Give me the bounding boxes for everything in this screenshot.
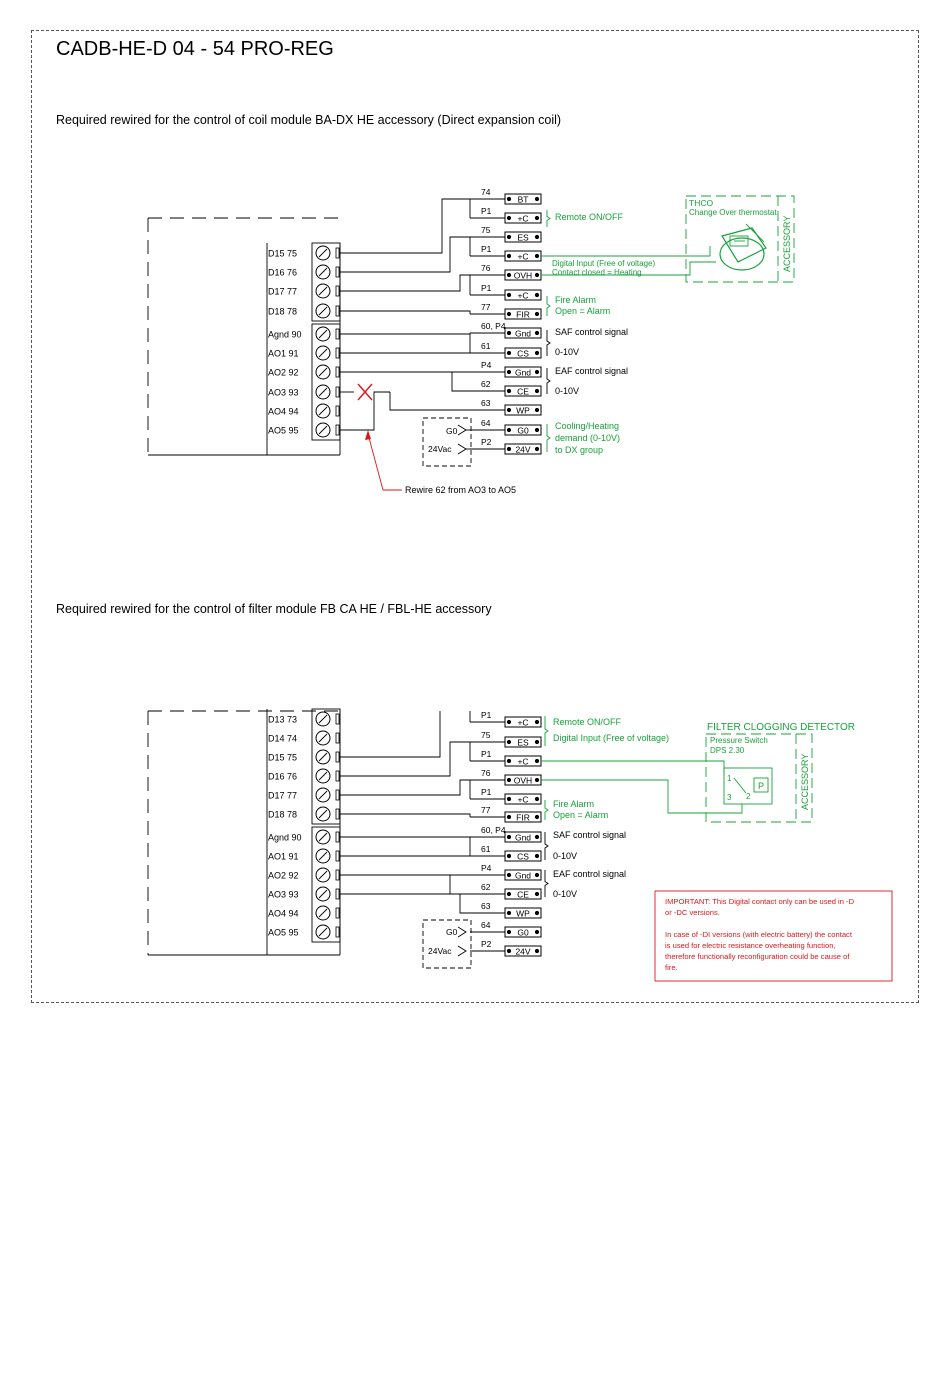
- wire: [340, 742, 470, 776]
- connector-label: CS: [517, 348, 529, 359]
- terminal-clamp: [336, 752, 339, 762]
- detector-title: FILTER CLOGGING DETECTOR: [707, 722, 855, 733]
- controller-terminal-label: AO3 93: [268, 387, 299, 398]
- connector-dot: [507, 930, 511, 934]
- connector-dot: [535, 720, 539, 724]
- connector-dot: [535, 428, 539, 432]
- connector-dot: [507, 389, 511, 393]
- wire-number: P1: [481, 283, 492, 293]
- arrow-head: [365, 430, 371, 440]
- connector-dot: [507, 740, 511, 744]
- connector-label: +C: [517, 717, 529, 728]
- controller-terminal-label: AO5 95: [268, 927, 299, 938]
- terminal-clamp: [336, 870, 339, 880]
- wire-number: P1: [481, 749, 492, 759]
- important-line: In case of -DI versions (with electric battery) the contact: [665, 930, 852, 939]
- wire-number: P4: [481, 360, 492, 370]
- controller-terminal-label: AO2 92: [268, 870, 299, 881]
- connector-label: Gnd: [514, 367, 532, 378]
- connector-dot: [535, 835, 539, 839]
- section1-diagram: [148, 187, 794, 495]
- pin-label: 1: [727, 774, 732, 783]
- connector-dot: [507, 815, 511, 819]
- controller-terminal-label: Agnd 90: [268, 329, 302, 340]
- connector-dot: [507, 797, 511, 801]
- connector-dot: [535, 293, 539, 297]
- connector-dot: [535, 312, 539, 316]
- wire-number: 64: [481, 418, 491, 428]
- wire: [340, 875, 470, 894]
- connector-label: CE: [517, 889, 529, 900]
- note: Digital Input (Free of voltage): [553, 733, 670, 743]
- wire-number: P4: [481, 863, 492, 873]
- connector-dot: [507, 235, 511, 239]
- terminal-clamp: [336, 387, 339, 397]
- connector-label: WP: [516, 405, 530, 416]
- connector-dot: [507, 293, 511, 297]
- terminal-clamp: [336, 714, 339, 724]
- connector-dot: [535, 949, 539, 953]
- note: Fire Alarm: [553, 799, 595, 809]
- controller-terminal-label: D17 77: [268, 790, 298, 801]
- connector-label: +C: [517, 756, 529, 767]
- brace: [545, 800, 548, 820]
- wire-number: 74: [481, 187, 491, 197]
- terminal-clamp: [336, 306, 339, 316]
- terminal-clamp: [336, 809, 339, 819]
- controller-terminal-label: D14 74: [268, 733, 298, 744]
- controller-terminal-label: AO1 91: [268, 851, 299, 862]
- terminal-clamp: [336, 248, 339, 258]
- wire-number: 75: [481, 225, 491, 235]
- terminal-clamp: [336, 771, 339, 781]
- connector-dot: [507, 273, 511, 277]
- wire: [541, 246, 710, 256]
- note: 0-10V: [553, 889, 578, 899]
- important-line: therefore functionally reconfiguration could be cause of: [665, 952, 850, 961]
- connector-label: G0: [517, 425, 529, 436]
- note: Remote ON/OFF: [553, 717, 622, 727]
- vac-label: 24Vac: [428, 444, 452, 454]
- note: 0-10V: [553, 851, 578, 861]
- connector-dot: [535, 892, 539, 896]
- connector-dot: [507, 892, 511, 896]
- connector-dot: [507, 759, 511, 763]
- connector-dot: [535, 351, 539, 355]
- wire: [340, 199, 470, 253]
- brace: [547, 210, 550, 227]
- wire: [340, 814, 470, 817]
- connector-dot: [535, 408, 539, 412]
- wire: [541, 761, 724, 776]
- terminal-clamp: [336, 733, 339, 743]
- note: Fire Alarm: [555, 295, 597, 305]
- controller-terminal-label: D15 75: [268, 752, 298, 763]
- wire: [340, 392, 390, 430]
- wire: [458, 444, 466, 454]
- wire-number: 76: [481, 263, 491, 273]
- note: to DX group: [555, 445, 604, 455]
- wire-number: 63: [481, 398, 491, 408]
- connector-label: CE: [517, 386, 529, 397]
- wire-number: P1: [481, 787, 492, 797]
- brace: [547, 330, 550, 356]
- terminal-clamp: [336, 267, 339, 277]
- brace: [547, 424, 550, 452]
- brace: [547, 368, 550, 394]
- controller-terminal-label: D18 78: [268, 306, 298, 317]
- important-line: IMPORTANT: This Digital contact only can be used in -D: [665, 897, 855, 906]
- terminal-clamp: [336, 832, 339, 842]
- detector-subtitle: Pressure Switch: [710, 736, 768, 745]
- connector-label: +C: [517, 213, 529, 224]
- wire: [458, 425, 466, 435]
- terminal-clamp: [336, 367, 339, 377]
- page-title: CADB-HE-D 04 - 54 PRO-REG: [56, 38, 334, 60]
- input-terminal-block: [312, 709, 340, 824]
- pin-label: 2: [746, 792, 751, 801]
- note: Open = Alarm: [553, 810, 609, 820]
- section1-heading: Required rewired for the control of coil module BA-DX HE accessory (Direct expansion coil): [56, 113, 562, 127]
- wire-number: 76: [481, 768, 491, 778]
- wire-number: 77: [481, 805, 491, 815]
- connector-label: OVH: [513, 270, 533, 281]
- connector-dot: [507, 216, 511, 220]
- note: EAF control signal: [555, 366, 629, 376]
- note: EAF control signal: [553, 869, 627, 879]
- wire: [340, 780, 470, 795]
- connector-dot: [507, 447, 511, 451]
- connector-dot: [535, 873, 539, 877]
- connector-label: ES: [517, 232, 529, 243]
- connector-dot: [535, 854, 539, 858]
- connector-dot: [535, 447, 539, 451]
- connector-dot: [535, 235, 539, 239]
- accessory-label: ACCESSORY: [800, 753, 810, 810]
- controller-terminal-label: AO2 92: [268, 367, 299, 378]
- pressure-symbol: P: [758, 781, 765, 791]
- note: SAF control signal: [553, 830, 627, 840]
- connector-dot: [507, 778, 511, 782]
- note: SAF control signal: [555, 327, 629, 337]
- connector-label: G0: [517, 927, 529, 938]
- brace: [545, 832, 548, 860]
- wire: [340, 372, 470, 391]
- terminal-clamp: [336, 406, 339, 416]
- connector-dot: [507, 873, 511, 877]
- controller-terminal-label: AO5 95: [268, 425, 299, 436]
- connector-dot: [535, 815, 539, 819]
- connector-label: 24V: [515, 444, 531, 455]
- important-line: or -DC versions.: [665, 908, 720, 917]
- accessory-subtitle: Change Over thermostat: [689, 208, 777, 217]
- note: Cooling/Heating: [555, 421, 620, 431]
- terminal-clamp: [336, 348, 339, 358]
- controller-terminal-label: D15 75: [268, 248, 298, 259]
- wire-number: P2: [481, 939, 492, 949]
- connector-dot: [507, 854, 511, 858]
- connector-label: +C: [517, 290, 529, 301]
- controller-terminal-label: AO4 94: [268, 406, 299, 417]
- detector-subtitle: DPS 2.30: [710, 746, 745, 755]
- connector-dot: [535, 778, 539, 782]
- note: Digital Input (Free of voltage): [552, 259, 656, 268]
- connector-dot: [535, 389, 539, 393]
- wire: [340, 333, 470, 334]
- connector-dot: [507, 197, 511, 201]
- rewire-note: Rewire 62 from AO3 to AO5: [405, 485, 517, 495]
- wire: [368, 434, 402, 490]
- controller-terminal-label: AO3 93: [268, 889, 299, 900]
- wire-number: P1: [481, 206, 492, 216]
- wire-number: 75: [481, 730, 491, 740]
- connector-dot: [507, 370, 511, 374]
- output-terminal-block: [312, 827, 340, 942]
- controller-terminal-label: D13 73: [268, 714, 298, 725]
- terminal-clamp: [336, 927, 339, 937]
- connector-dot: [507, 312, 511, 316]
- wire-number: 64: [481, 920, 491, 930]
- connector-dot: [535, 254, 539, 258]
- wire-number: 60, P4: [481, 825, 506, 835]
- note: 0-10V: [555, 386, 580, 396]
- wire: [340, 237, 470, 272]
- g0-label: G0: [446, 927, 458, 937]
- terminal-clamp: [336, 425, 339, 435]
- wire-number: 63: [481, 901, 491, 911]
- note: Contact closed = Heating: [552, 268, 642, 277]
- connector-label: BT: [517, 194, 529, 205]
- important-line: fire.: [665, 963, 678, 972]
- connector-label: 24V: [515, 946, 531, 957]
- connector-dot: [507, 351, 511, 355]
- connector-label: ES: [517, 737, 529, 748]
- controller-terminal-label: D16 76: [268, 267, 298, 278]
- connector-label: Gnd: [514, 832, 532, 843]
- connector-dot: [507, 408, 511, 412]
- terminal-clamp: [336, 286, 339, 296]
- connector-dot: [535, 911, 539, 915]
- connector-label: Gnd: [514, 328, 532, 339]
- accessory-title: THCO: [689, 198, 714, 208]
- connector-dot: [535, 930, 539, 934]
- wire-number: 77: [481, 302, 491, 312]
- connector-dot: [535, 370, 539, 374]
- note: 0-10V: [555, 347, 580, 357]
- connector-dot: [507, 428, 511, 432]
- g0-label: G0: [446, 426, 458, 436]
- controller-terminal-label: Agnd 90: [268, 832, 302, 843]
- wire-number: 60, P4: [481, 321, 506, 331]
- controller-terminal-label: AO4 94: [268, 908, 299, 919]
- terminal-clamp: [336, 790, 339, 800]
- wire-number: 62: [481, 882, 491, 892]
- vac-label: 24Vac: [428, 946, 452, 956]
- wire: [458, 946, 466, 956]
- connector-label: +C: [517, 794, 529, 805]
- wire-number: 61: [481, 341, 491, 351]
- connector-dot: [535, 759, 539, 763]
- connector-label: WP: [516, 908, 530, 919]
- terminal-clamp: [336, 851, 339, 861]
- connector-dot: [535, 331, 539, 335]
- section2-diagram: [148, 709, 892, 981]
- wire: [734, 778, 746, 793]
- connector-dot: [507, 254, 511, 258]
- accessory-label: ACCESSORY: [782, 215, 792, 272]
- terminal-clamp: [336, 889, 339, 899]
- connector-dot: [507, 331, 511, 335]
- pin-label: 3: [727, 793, 732, 802]
- wire: [458, 927, 466, 937]
- connector-label: Gnd: [514, 870, 532, 881]
- connector-label: FIR: [516, 812, 530, 823]
- controller-terminal-label: D18 78: [268, 809, 298, 820]
- note: demand (0-10V): [555, 433, 621, 443]
- note: Open = Alarm: [555, 306, 611, 316]
- connector-dot: [507, 949, 511, 953]
- connector-label: +C: [517, 251, 529, 262]
- terminal-clamp: [336, 908, 339, 918]
- wire: [340, 894, 470, 913]
- connector-dot: [507, 835, 511, 839]
- wire: [340, 275, 470, 291]
- connector-dot: [507, 911, 511, 915]
- wire-number: 62: [481, 379, 491, 389]
- connector-dot: [507, 720, 511, 724]
- important-line: is used for electric resistance overheating function,: [665, 941, 836, 950]
- section2-heading: Required rewired for the control of filter module FB CA HE / FBL-HE accessory: [56, 602, 492, 616]
- connector-label: FIR: [516, 309, 530, 320]
- connector-dot: [535, 797, 539, 801]
- connector-dot: [535, 740, 539, 744]
- controller-terminal-label: AO1 91: [268, 348, 299, 359]
- connector-dot: [535, 273, 539, 277]
- connector-dot: [535, 197, 539, 201]
- wire-number: P2: [481, 437, 492, 447]
- brace: [545, 716, 548, 746]
- output-terminal-block: [312, 324, 340, 440]
- brace: [547, 296, 550, 316]
- controller-terminal-label: D16 76: [268, 771, 298, 782]
- wire-number: 61: [481, 844, 491, 854]
- note: Remote ON/OFF: [555, 212, 624, 222]
- terminal-clamp: [336, 329, 339, 339]
- wire: [340, 711, 440, 757]
- wire: [340, 311, 470, 314]
- connector-label: CS: [517, 851, 529, 862]
- brace: [545, 870, 548, 897]
- connector-dot: [535, 216, 539, 220]
- wire-number: P1: [481, 710, 492, 720]
- wire: [390, 392, 470, 410]
- connector-label: OVH: [513, 775, 533, 786]
- controller-terminal-label: D17 77: [268, 286, 298, 297]
- wire-number: P1: [481, 244, 492, 254]
